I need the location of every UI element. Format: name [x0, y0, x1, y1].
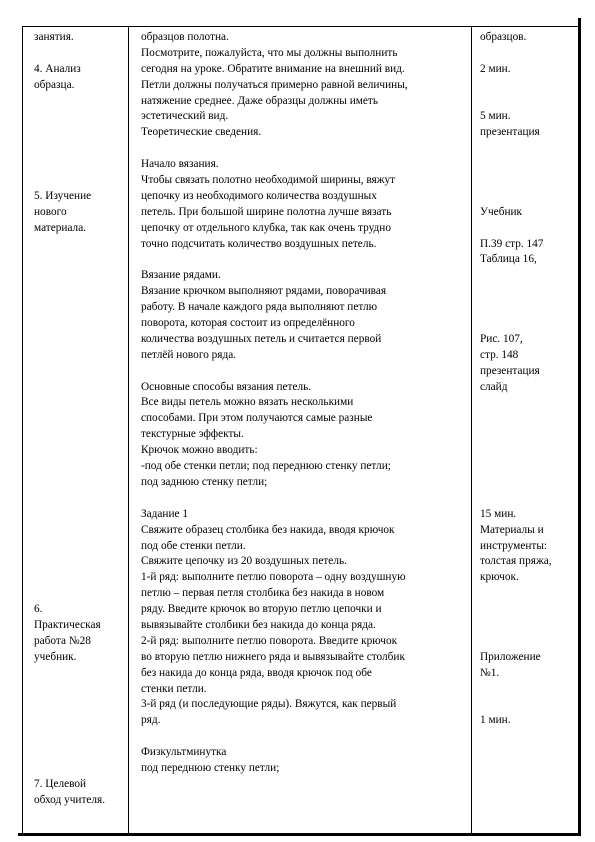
col2-line — [141, 252, 408, 268]
col2-line — [141, 141, 408, 157]
col2-line: Посмотрите, пожалуйста, что мы должны выполнить — [141, 46, 398, 59]
col1-line — [34, 713, 105, 729]
col2-line: Все виды петель можно вязать несколькими — [141, 396, 354, 409]
col1-line — [34, 46, 105, 62]
col1-line — [34, 94, 105, 110]
col3-line: Рис. 107, — [480, 332, 523, 345]
col1-line — [34, 459, 105, 475]
col3-line — [480, 94, 552, 110]
col1-line — [34, 443, 105, 459]
col3-line — [480, 586, 552, 602]
col1-line: материала. — [34, 221, 87, 234]
stage-column — [34, 30, 105, 809]
col3-line: №1. — [480, 666, 500, 679]
col1-line — [34, 125, 105, 141]
col2-line: Петли должны получаться примерно равной величины, — [141, 78, 408, 91]
col3-line: презентация — [480, 126, 540, 139]
col1-line — [34, 268, 105, 284]
col1-line: 7. Целевой — [34, 777, 87, 790]
col2-line: натяжение среднее. Даже образцы должны иметь — [141, 94, 378, 107]
col2-line — [141, 729, 408, 745]
col2-line — [141, 491, 408, 507]
col3-line: Материалы и — [480, 523, 544, 536]
col1-line — [34, 141, 105, 157]
col3-line: инструменты: — [480, 539, 548, 552]
col3-line — [480, 411, 552, 427]
col1-line — [34, 507, 105, 523]
col1-line: занятия. — [34, 31, 74, 43]
col3-line: Приложение — [480, 650, 541, 663]
col2-line: 3-й ряд (и последующие ряды). Вяжутся, как первый — [141, 698, 397, 711]
col1-line — [34, 491, 105, 507]
col1-line — [34, 332, 105, 348]
col2-line: количества воздушных петель и считается первой — [141, 332, 382, 345]
col1-line — [34, 348, 105, 364]
col3-line — [480, 268, 552, 284]
col1-line: 4. Анализ — [34, 62, 81, 75]
col2-line: 2-й ряд: выполните петлю поворота. Введите крючок — [141, 634, 398, 647]
col1-line — [34, 109, 105, 125]
col2-line: Теоретические сведения. — [141, 126, 262, 139]
col1-line — [34, 682, 105, 698]
col3-line — [480, 682, 552, 698]
col1-line — [34, 284, 105, 300]
col3-line — [480, 189, 552, 205]
col3-line: Учебник — [480, 205, 523, 218]
col3-line: стр. 148 — [480, 348, 519, 361]
col1-line — [34, 475, 105, 491]
col2-line: без накида до конца ряда, вводя крючок под обе — [141, 666, 372, 679]
col1-line — [34, 364, 105, 380]
column-divider-1 — [128, 26, 129, 834]
col2-line: Основные способы вязания петель. — [141, 380, 312, 393]
col1-line — [34, 380, 105, 396]
col1-line — [34, 237, 105, 253]
col3-line — [480, 634, 552, 650]
col2-line: Свяжите образец столбика без накида, вводя крючок — [141, 523, 395, 536]
col2-line: ряд. — [141, 714, 161, 727]
col2-line — [141, 364, 408, 380]
col2-line: текстурные эффекты. — [141, 428, 244, 441]
col3-line — [480, 602, 552, 618]
col2-line: петлёй нового ряда. — [141, 348, 237, 361]
col2-line: цепочку из необходимого количества воздушных — [141, 189, 377, 202]
col2-line: Физкультминутка — [141, 746, 227, 759]
col2-line: сегодня на уроке. Обратите внимание на внешний вид. — [141, 62, 405, 75]
col1-line — [34, 666, 105, 682]
col2-line: Задание 1 — [141, 507, 189, 520]
col2-line: во вторую петлю нижнего ряда и вывязывайте столбик — [141, 650, 405, 663]
col1-line — [34, 586, 105, 602]
col3-line — [480, 284, 552, 300]
col3-line — [480, 491, 552, 507]
col3-line — [480, 78, 552, 94]
resources-column — [480, 30, 552, 729]
col1-line: учебник. — [34, 650, 77, 663]
col2-line: способами. При этом получаются самые разные — [141, 412, 373, 425]
col2-line: цепочку от отдельного клубка, так как очень трудно — [141, 221, 391, 234]
col3-line — [480, 157, 552, 173]
col2-line: Крючок можно вводить: — [141, 444, 258, 457]
col1-line: 5. Изучение — [34, 189, 92, 202]
col3-line — [480, 300, 552, 316]
col2-line: петлю – первая петля столбика без накида в новом — [141, 587, 385, 600]
col1-line — [34, 173, 105, 189]
col3-line — [480, 46, 552, 62]
col3-line — [480, 173, 552, 189]
col3-line — [480, 443, 552, 459]
col3-line — [480, 618, 552, 634]
content-column — [141, 30, 408, 777]
col1-line — [34, 300, 105, 316]
col2-line: -под обе стенки петли; под переднюю стенку петли; — [141, 460, 391, 473]
col3-line — [480, 697, 552, 713]
col1-line — [34, 157, 105, 173]
col1-line: Практическая — [34, 618, 101, 631]
col3-line — [480, 475, 552, 491]
col1-line — [34, 316, 105, 332]
col1-line — [34, 395, 105, 411]
col2-line: работу. В начале каждого ряда выполняют петлю — [141, 301, 378, 314]
col1-line — [34, 697, 105, 713]
col3-line — [480, 221, 552, 237]
col1-line — [34, 554, 105, 570]
col2-line: Свяжите цепочку из 20 воздушных петель. — [141, 555, 347, 568]
col3-line: крючок. — [480, 571, 519, 584]
col1-line — [34, 729, 105, 745]
col1-line: нового — [34, 205, 67, 218]
col1-line — [34, 411, 105, 427]
col3-line: слайд — [480, 380, 508, 393]
col3-line: 1 мин. — [480, 714, 511, 727]
col2-line: под заднюю стенку петли; — [141, 475, 268, 488]
col1-line — [34, 539, 105, 555]
col2-line: петель. При большой ширине полотна лучше вязать — [141, 205, 392, 218]
col3-line: образцов. — [480, 31, 527, 43]
col2-line: 1-й ряд: выполните петлю поворота – одну воздушную — [141, 571, 406, 584]
col1-line — [34, 761, 105, 777]
col3-line — [480, 395, 552, 411]
col2-line: поворота, которая состоит из определённого — [141, 317, 355, 330]
col2-line: точно подсчитать количество воздушных петель. — [141, 237, 377, 250]
col2-line: Начало вязания. — [141, 158, 219, 171]
col3-line — [480, 141, 552, 157]
col2-line: Вязание крючком выполняют рядами, поворачивая — [141, 285, 387, 298]
col3-line: 5 мин. — [480, 110, 511, 123]
col3-line: П.39 стр. 147 — [480, 237, 544, 250]
col3-line: 15 мин. — [480, 507, 517, 520]
col2-line: Вязание рядами. — [141, 269, 221, 282]
col3-line: презентация — [480, 364, 540, 377]
col2-line: Чтобы связать полотно необходимой ширины, вяжут — [141, 174, 396, 187]
col1-line: образца. — [34, 78, 75, 91]
col3-line: толстая пряжа, — [480, 555, 552, 568]
col3-line: Таблица 16, — [480, 253, 537, 266]
col3-line — [480, 459, 552, 475]
col3-line — [480, 316, 552, 332]
col1-line: 6. — [34, 603, 43, 616]
col1-line: обход учителя. — [34, 793, 106, 806]
col2-line: вывязывайте столбики без накида до конца ряда. — [141, 618, 376, 631]
col2-line: под обе стенки петли. — [141, 539, 246, 552]
col1-line — [34, 570, 105, 586]
column-divider-2 — [471, 26, 472, 834]
col2-line: стенки петли. — [141, 682, 207, 695]
col2-line: образцов полотна. — [141, 31, 229, 43]
col1-line — [34, 745, 105, 761]
col2-line: эстетический вид. — [141, 110, 229, 123]
col1-line — [34, 427, 105, 443]
col1-line: работа №28 — [34, 634, 91, 647]
col2-line: ряду. Введите крючок во вторую петлю цепочки и — [141, 603, 382, 616]
col1-line — [34, 523, 105, 539]
col3-line — [480, 427, 552, 443]
col1-line — [34, 252, 105, 268]
col3-line: 2 мин. — [480, 62, 511, 75]
col2-line: под переднюю стенку петли; — [141, 761, 280, 774]
